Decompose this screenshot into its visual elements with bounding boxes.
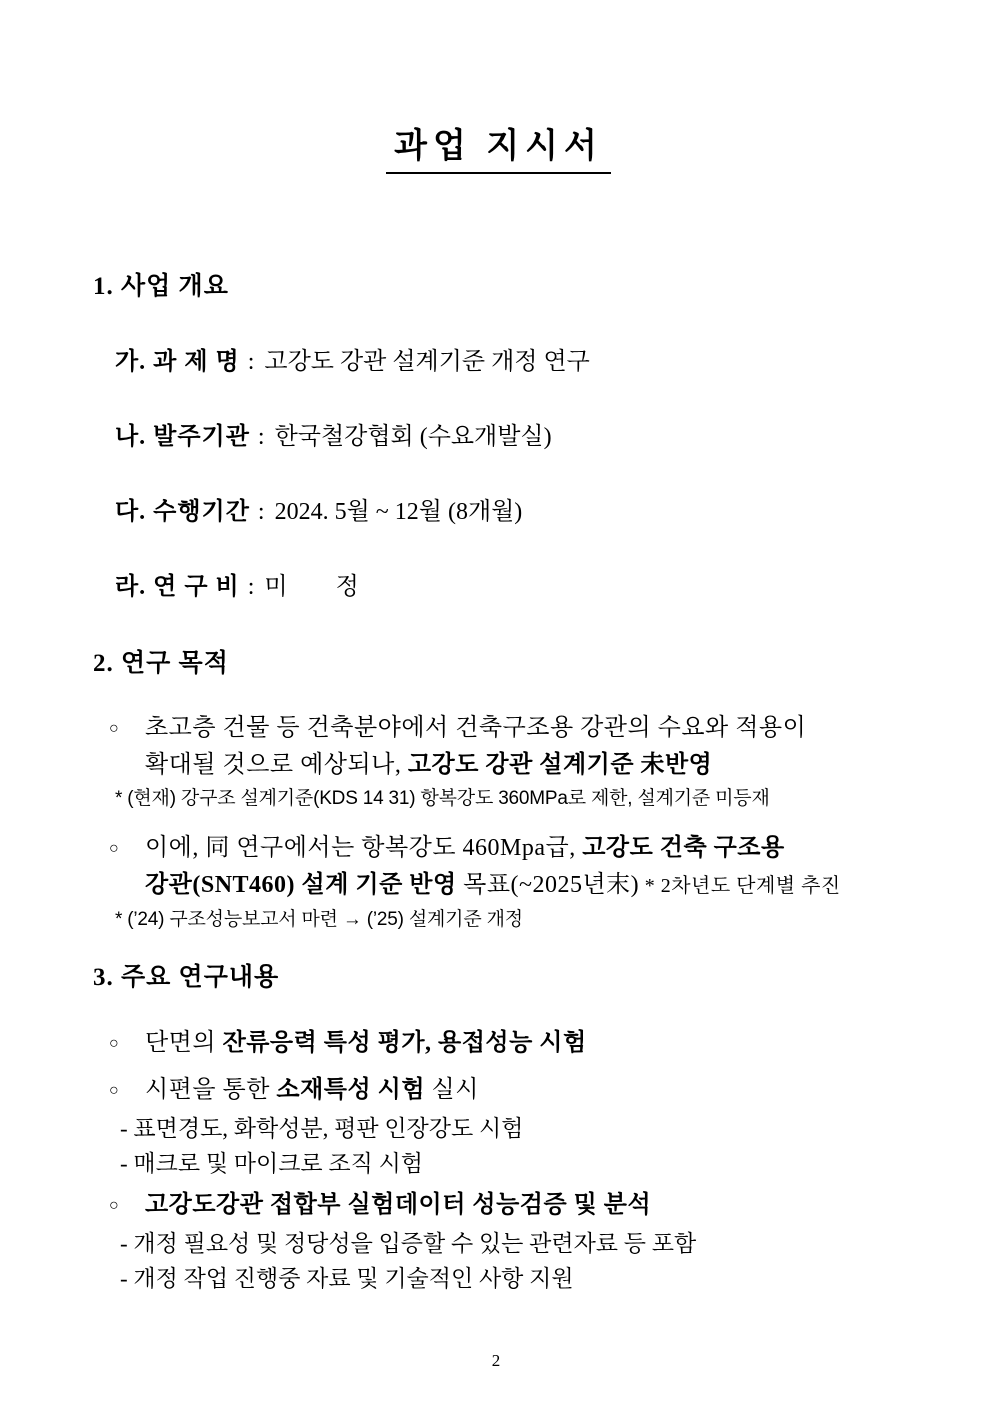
circle-bullet-icon: ○ (109, 1197, 119, 1214)
text-run-bold: 고강도 건축 구조용 (582, 835, 785, 861)
contents-bullet-2-text (145, 1072, 479, 1109)
overview-label: 라. 연 구 비 (115, 574, 240, 600)
contents-bullet-3 (109, 1187, 904, 1224)
circle-bullet-icon: ○ (109, 1035, 119, 1052)
text-run: 확대될 것으로 예상되나, (145, 752, 408, 778)
overview-item-budget (115, 572, 904, 602)
text-run-bold: 소재특성 시험 (276, 1077, 426, 1103)
section-heading-contents: 3. 주요 연구내용 (93, 964, 280, 991)
overview-value: 고강도 강관 설계기준 개정 연구 (264, 349, 590, 375)
title-wrap (93, 118, 904, 174)
section-heading-purpose: 2. 연구 목적 (93, 650, 229, 677)
overview-colon: : (257, 499, 265, 525)
contents-sub-item: - 개정 필요성 및 정당성을 입증할 수 있는 관련자료 등 포함 (120, 1231, 697, 1256)
overview-value: 한국철강협회 (수요개발실) (274, 424, 552, 450)
contents-bullet-3-text (145, 1187, 651, 1224)
text-run: 단면의 (145, 1030, 223, 1056)
text-run: 목표(~2025년末) (456, 872, 640, 898)
purpose-footnote-1: * (현재) 강구조 설계기준(KDS 14 31) 항복강도 360MPa로 제한, 설계기준 미등재 (115, 788, 770, 809)
text-run: 실시 (425, 1077, 479, 1103)
overview-value: 미 정 (264, 574, 359, 600)
purpose-bullet-2 (109, 830, 904, 905)
text-run-bold: 고강도강관 접합부 실험데이터 성능검증 및 분석 (145, 1192, 652, 1218)
purpose-bullet-1 (109, 710, 904, 784)
contents-bullet-2 (109, 1072, 904, 1109)
text-run-small: * 2차년도 단계별 추진 (639, 875, 841, 897)
contents-sub-item: - 표면경도, 화학성분, 평판 인장강도 시험 (120, 1116, 524, 1141)
text-run-bold: 강관(SNT460) 설계 기준 반영 (145, 872, 457, 898)
contents-sub-item: - 개정 작업 진행중 자료 및 기술적인 사항 지원 (120, 1266, 574, 1291)
text-run-bold: 잔류응력 특성 평가, 용접성능 시험 (222, 1030, 587, 1056)
circle-bullet-icon: ○ (109, 1082, 119, 1099)
contents-bullet-1 (109, 1025, 904, 1062)
text-run: 이에, 同 연구에서는 항복강도 460Mpa급, (145, 835, 583, 861)
purpose-footnote-2: * (’24) 구조성능보고서 마련 → (’25) 설계기준 개정 (115, 909, 523, 930)
circle-bullet-icon: ○ (109, 720, 119, 737)
contents-bullet-1-text (145, 1025, 587, 1062)
purpose-bullet-1-text (145, 710, 806, 784)
overview-item-ordering-org (115, 422, 904, 452)
overview-colon: : (257, 424, 265, 450)
overview-item-period (115, 497, 904, 527)
purpose-bullet-2-text (145, 830, 841, 905)
overview-colon: : (247, 349, 255, 375)
text-run: 초고층 건물 등 건축분야에서 건축구조용 강관의 수요와 적용이 (145, 715, 807, 741)
overview-label: 나. 발주기관 (115, 424, 250, 450)
document-title: 과업 지시서 (386, 118, 611, 174)
overview-item-project-name (115, 347, 904, 377)
circle-bullet-icon: ○ (109, 840, 119, 857)
overview-label: 가. 과 제 명 (115, 349, 240, 375)
text-run: 시편을 통한 (145, 1077, 277, 1103)
page-number: 2 (491, 1351, 501, 1370)
text-run-bold: 고강도 강관 설계기준 未반영 (407, 752, 713, 778)
overview-value: 2024. 5월 ~ 12월 (8개월) (274, 499, 523, 525)
overview-label: 다. 수행기간 (115, 499, 250, 525)
overview-colon: : (247, 574, 255, 600)
contents-sub-item: - 매크로 및 마이크로 조직 시험 (120, 1151, 424, 1176)
section-heading-overview: 1. 사업 개요 (93, 273, 229, 300)
